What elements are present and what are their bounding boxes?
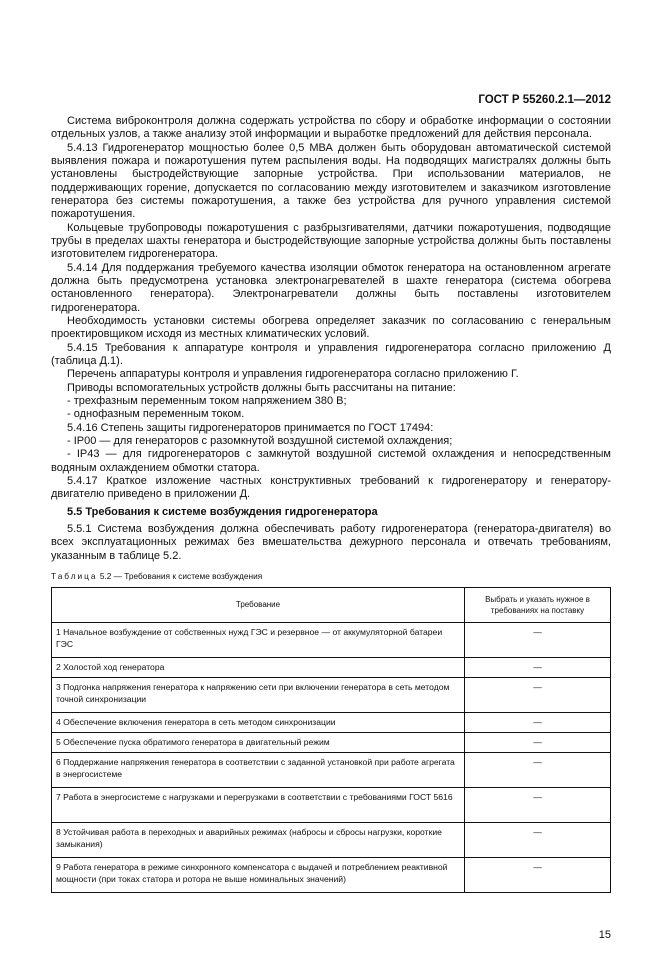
paragraph: - IP43 — для гидрогенераторов с замкнутой воздушной системой охлаждения и непосредственным водяным охлаждением обмотки статора. — [51, 448, 611, 474]
paragraph: Система виброконтроля должна содержать устройства по сбору и обработке информации о состоянии отдельных узлов, а также анализу этой информации и выработке предложений для действия персонала. — [51, 115, 611, 141]
section-heading: 5.5 Требования к системе возбуждения гидрогенератора — [67, 505, 378, 518]
requirement-cell: 5 Обеспечение пуска обратимого генератора в двигательный режим — [52, 732, 465, 752]
paragraph: - трехфазным переменным током напряжением 380 В; — [67, 394, 347, 407]
table-row — [52, 857, 611, 892]
selection-cell: — — [465, 657, 611, 677]
paragraph: Необходимость установки системы обогрева определяет заказчик по согласованию с генеральным проектировщиком исходя из местных климатических условий. — [51, 314, 611, 341]
selection-cell: — — [465, 677, 611, 712]
selection-cell: — — [465, 787, 611, 822]
paragraph: Приводы вспомогательных устройств должны быть рассчитаны на питание: — [67, 381, 456, 394]
caption-prefix: Таблица — [51, 570, 98, 581]
requirement-cell: 4 Обеспечение включения генератора в сеть методом синхронизации — [52, 712, 465, 732]
paragraph: 5.4.17 Краткое изложение частных конструктивных требований к гидрогенератору и генератору-двигателю приведено в приложении Д. — [51, 474, 611, 501]
table-row — [52, 712, 611, 732]
selection-cell: — — [465, 822, 611, 857]
requirement-cell: 7 Работа в энергосистеме с нагрузками и перегрузками в соответствии с требованиями ГОСТ 5616 — [52, 787, 465, 822]
requirement-cell: 9 Работа генератора в режиме синхронного компенсатора с выдачей и потреблением реактивной мощности (при токах статора и ротора не выше номинальных значений) — [52, 857, 465, 892]
table-header-row — [52, 587, 611, 622]
table-caption — [51, 571, 611, 582]
selection-cell: — — [465, 752, 611, 787]
paragraph: - однофазным переменным током. — [67, 408, 245, 421]
page-number: 15 — [598, 928, 611, 941]
table-row — [52, 752, 611, 787]
table-row — [52, 677, 611, 712]
selection-cell: — — [465, 622, 611, 657]
requirement-cell: 1 Начальное возбуждение от собственных нужд ГЭС и резервное — от аккумуляторной батареи ГЭС — [52, 622, 465, 657]
requirement-cell: 3 Подгонка напряжения генератора к напряжению сети при включении генератора в сеть методом точной синхронизации — [52, 677, 465, 712]
paragraph: 5.4.16 Степень защиты гидрогенераторов принимается по ГОСТ 17494: — [67, 421, 434, 434]
selection-cell: — — [465, 712, 611, 732]
requirements-table — [51, 587, 611, 893]
table-row — [52, 787, 611, 822]
table-row — [52, 622, 611, 657]
paragraph: 5.4.14 Для поддержания требуемого качества изоляции обмоток генератора на остановленном агрегате должна быть предусмотрена установка электронагревателей в шахте генератора (система обогрева остановленного генератора). Электронагреватели должны быть поставлены изготовителем гидрогенератора. — [51, 261, 611, 314]
paragraph: - IP00 — для генераторов с разомкнутой воздушной системой охлаждения; — [67, 434, 453, 447]
selection-cell: — — [465, 857, 611, 892]
paragraph: Кольцевые трубопроводы пожаротушения с разбрызгивателями, датчики пожаротушения, подводящие трубы в пределах шахты генератора и быстродействующие запорные устройства должны быть поставлены изготовителем гидрогенератора. — [51, 221, 611, 261]
paragraph: 5.4.15 Требования к аппаратуре контроля и управления гидрогенератора согласно приложению Д (таблица Д.1). — [51, 341, 611, 367]
paragraph: Перечень аппаратуры контроля и управления гидрогенератора согласно приложению Г. — [67, 368, 519, 381]
table-row — [52, 822, 611, 857]
table-row — [52, 657, 611, 677]
requirement-cell: 6 Поддержание напряжения генератора в соответствии с заданной установкой при работе агрегата в энергосистеме — [52, 752, 465, 787]
caption-text: 5.2 — Требования к системе возбуждения — [97, 570, 263, 581]
paragraph: 5.4.13 Гидрогенератор мощностью более 0,5 МВА должен быть оборудован автоматической системой выявления пожара и пожаротушения путем распыления воды. На подводящих магистралях должны быть установлены быстродействующие запорные устройства. При использовании материалов, не поддерживающих горение, допускается по согласованию между изготовителем и заказчиком изготовление генератора без системы пожаротушения, а также без устройства для ручного управления системой пожаротушения. — [51, 141, 611, 221]
requirement-cell: 2 Холостой ход генератора — [52, 657, 465, 677]
document-header: ГОСТ Р 55260.2.1—2012 — [478, 94, 611, 106]
column-header: Требование — [52, 587, 465, 622]
table-row — [52, 732, 611, 752]
requirement-cell: 8 Устойчивая работа в переходных и аварийных режимах (набросы и сбросы нагрузки, короткие замыкания) — [52, 822, 465, 857]
selection-cell: — — [465, 732, 611, 752]
document-body — [51, 115, 611, 563]
paragraph: 5.5.1 Система возбуждения должна обеспечивать работу гидрогенератора (генератора-двигателя) во всех эксплуатационных режимах без вмешательства дежурного персонала и отвечать требованиям, указанным в таблице 5.2. — [51, 522, 611, 562]
column-header: Выбрать и указать нужное в требованиях на поставку — [465, 587, 611, 622]
